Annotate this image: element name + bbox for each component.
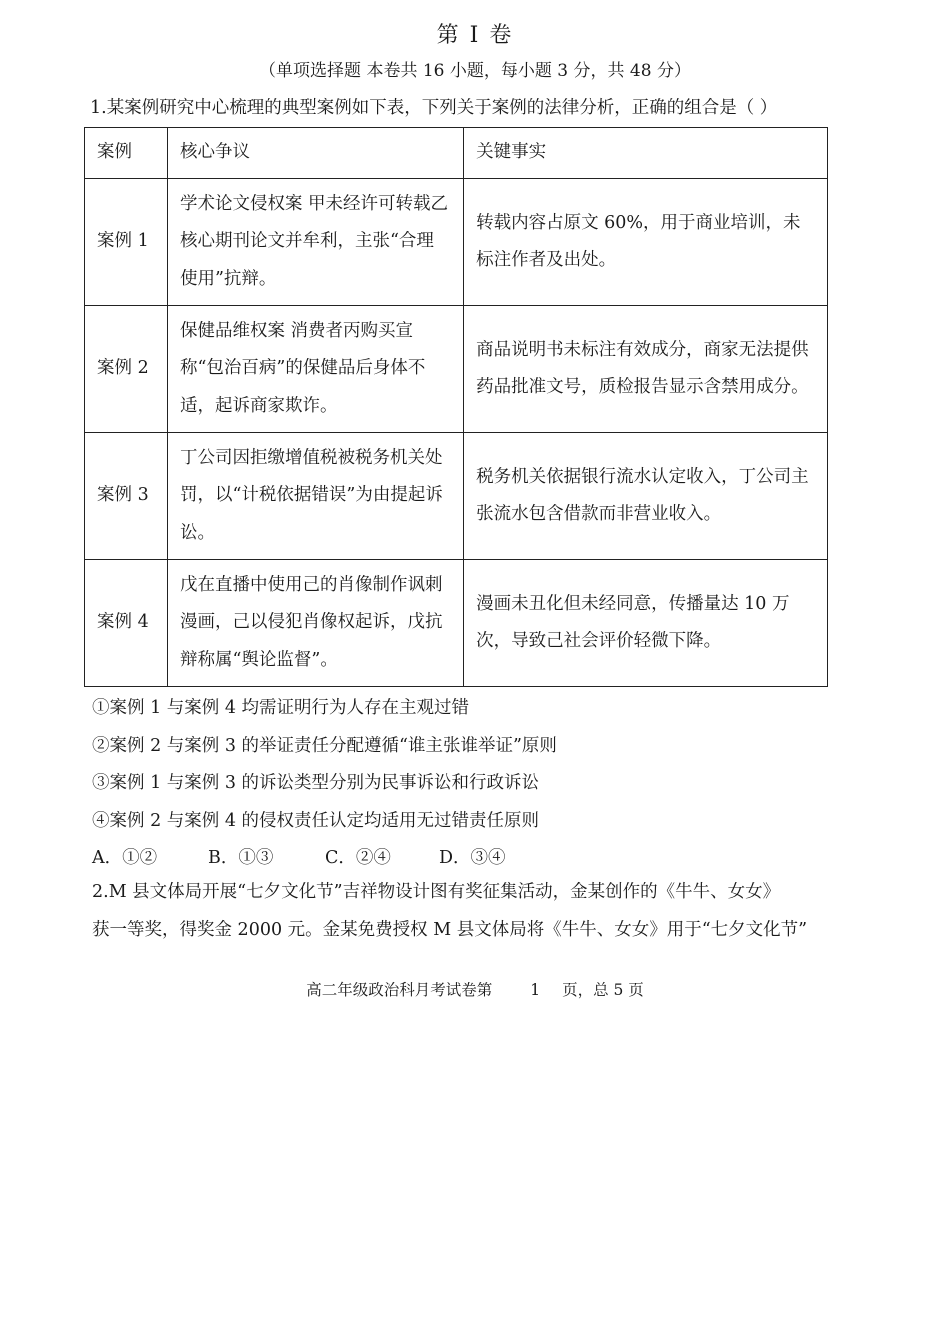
table-header-row: [85, 128, 828, 179]
choice-c: C．②④: [325, 848, 391, 868]
choice-a: A．①②: [92, 848, 158, 868]
case-name: 案例 2: [85, 306, 168, 433]
section-subtitle: （单项选择题 本卷共 16 小题，每小题 3 分，共 48 分）: [259, 61, 691, 81]
case-dispute: 戊在直播中使用己的肖像制作讽刺漫画，己以侵犯肖像权起诉，戊抗辩称属“舆论监督”。: [167, 560, 463, 687]
answer-choices: [92, 840, 872, 878]
choice-b: B．①③: [208, 848, 274, 868]
question-1-options: [92, 690, 872, 878]
question-1-stem: 1.某案例研究中心梳理的典型案例如下表，下列关于案例的法律分析，正确的组合是（ ）: [90, 98, 778, 118]
question-2-line-2: 获一等奖，得奖金 2000 元。金某免费授权 M 县文体局将《牛牛、女女》用于“七夕文化节”: [92, 919, 808, 940]
case-name: 案例 3: [85, 433, 168, 560]
case-dispute: 丁公司因拒缴增值税被税务机关处罚，以“计税依据错误”为由提起诉讼。: [167, 433, 463, 560]
table-row: [85, 179, 828, 306]
table-row: [85, 433, 828, 560]
case-fact: 漫画未丑化但未经同意，传播量达 10 万次，导致己社会评价轻微下降。: [464, 560, 828, 687]
header-dispute: 核心争议: [167, 128, 463, 179]
table-row: [85, 560, 828, 687]
case-fact: 商品说明书未标注有效成分，商家无法提供药品批准文号，质检报告显示含禁用成分。: [464, 306, 828, 433]
case-fact: 税务机关依据银行流水认定收入，丁公司主张流水包含借款而非营业收入。: [464, 433, 828, 560]
page-footer: [0, 978, 950, 1000]
choice-d: D．③④: [439, 848, 506, 868]
case-fact: 转载内容占原文 60%，用于商业培训，未标注作者及出处。: [464, 179, 828, 306]
footer-suffix: 页，总 5 页: [562, 981, 644, 999]
statement-4: ④案例 2 与案例 4 的侵权责任认定均适用无过错责任原则: [92, 810, 540, 831]
header-fact: 关键事实: [464, 128, 828, 179]
footer-prefix: 高二年级政治科月考试卷第: [306, 981, 493, 999]
question-2: [92, 874, 872, 949]
case-name: 案例 4: [85, 560, 168, 687]
table-row: [85, 306, 828, 433]
header-case: 案例: [85, 128, 168, 179]
question-2-line-1: 2.M 县文体局开展“七夕文化节”吉祥物设计图有奖征集活动，金某创作的《牛牛、女女》: [92, 882, 781, 902]
section-title: 第 I 卷: [436, 23, 514, 48]
case-table: [84, 127, 828, 687]
statement-2: ②案例 2 与案例 3 的举证责任分配遵循“谁主张谁举证”原则: [92, 735, 557, 756]
statement-1: ①案例 1 与案例 4 均需证明行为人存在主观过错: [92, 698, 470, 718]
case-dispute: 保健品维权案 消费者丙购买宣称“包治百病”的保健品后身体不适，起诉商家欺诈。: [167, 306, 463, 433]
statement-3: ③案例 1 与案例 3 的诉讼类型分别为民事诉讼和行政诉讼: [92, 773, 540, 793]
case-name: 案例 1: [85, 179, 168, 306]
footer-page-number: 1: [530, 981, 541, 999]
case-dispute: 学术论文侵权案 甲未经许可转载乙核心期刊论文并牟利，主张“合理使用”抗辩。: [167, 179, 463, 306]
